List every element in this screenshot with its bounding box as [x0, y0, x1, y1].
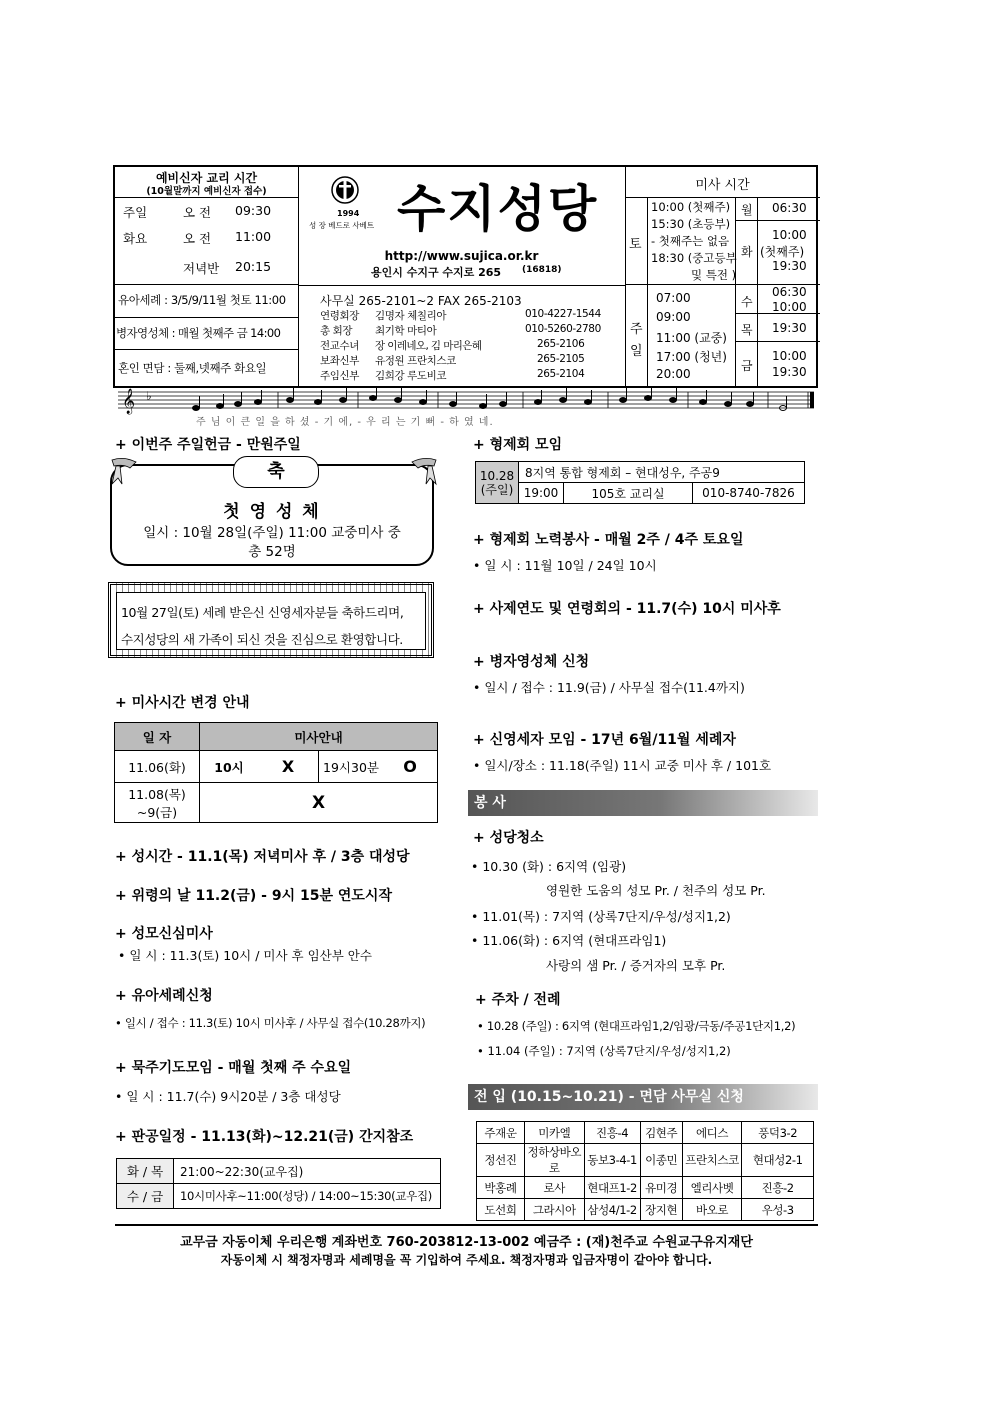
transfer-name: 김현주	[640, 1122, 682, 1144]
weekday-time: 19:30	[772, 365, 807, 379]
divider	[115, 349, 298, 350]
cleaning-heading: + 성당청소	[473, 830, 544, 846]
transfer-name: 박홍례	[477, 1177, 525, 1199]
catechism-ampm: 저녁반	[183, 261, 220, 276]
transfer-district: 현대성2-1	[742, 1144, 814, 1177]
svg-text:𝄞: 𝄞	[122, 389, 136, 414]
brothers-phone: 010-8740-7826	[693, 483, 805, 504]
catechism-ampm: 오 전	[183, 205, 212, 220]
catechism-title: 예비신자 교리 시간	[155, 171, 258, 185]
infant-app-detail: • 일시 / 접수 : 11.3(토) 10시 미사후 / 사무실 접수(10.28까지)	[115, 1016, 426, 1030]
offering-heading: + 이번주 주일헌금 - 만원주일	[115, 437, 301, 453]
footer-rule	[115, 1224, 818, 1226]
mass-sun-line: 07:00	[656, 291, 691, 305]
change-time: 19시30분	[319, 751, 384, 783]
sick-communion-info: 병자영성체 : 매월 첫째주 금 14:00	[116, 326, 281, 340]
infant-baptism-info: 유아세례 : 3/5/9/11월 첫토 11:00	[118, 293, 286, 307]
penance-detail: 21:00~22:30(교우집)	[174, 1159, 441, 1184]
brothers-date	[476, 462, 519, 504]
change-date	[115, 783, 200, 823]
divider	[757, 197, 758, 388]
brothers-event: 8지역 통합 형제회 – 현대성우, 주공9	[519, 462, 805, 483]
divider	[115, 197, 298, 198]
transfer-district: 진흥-2	[742, 1177, 814, 1199]
divider	[647, 197, 648, 388]
rosary-detail: • 일 시 : 11.7(수) 9시20분 / 3층 대성당	[115, 1089, 341, 1104]
penance-day: 수 / 금	[117, 1184, 174, 1209]
divider	[735, 220, 820, 221]
sick-app-detail: • 일시 / 접수 : 11.9(금) / 사무실 접수(11.4까지)	[473, 680, 745, 695]
divider	[735, 197, 736, 388]
ribbon-left-icon	[110, 456, 138, 486]
marriage-info: 혼인 면담 : 둘째,넷째주 화요일	[118, 361, 267, 375]
mass-change-heading: + 미사시간 변경 안내	[115, 695, 250, 711]
transfer-row	[477, 1199, 814, 1221]
brothers-date-line: 10.28	[479, 468, 515, 483]
contact-role: 총 회장	[320, 325, 353, 337]
footer-note: 자동이체 시 책정자명과 세례명을 꼭 기입하여 주세요. 책정자명과 입금자명이 같아야 합니다.	[220, 1253, 713, 1267]
mass-sat-label: 토	[629, 237, 642, 252]
infant-app-heading: + 유아세례신청	[115, 988, 213, 1004]
weekday-label: 수	[741, 295, 753, 309]
weekday-label: 금	[741, 359, 753, 373]
divider	[625, 167, 626, 386]
church-url[interactable]: http://www.sujica.or.kr	[384, 249, 539, 263]
brothers-heading: + 형제회 모임	[473, 437, 563, 453]
mary-mass-detail: • 일 시 : 11.3(토) 10시 / 미사 후 임산부 안수	[118, 948, 372, 963]
transfer-district: 삼성4/1-2	[584, 1199, 640, 1221]
transfer-row	[477, 1144, 814, 1177]
office-phone: 사무실 265-2101~2 FAX 265-2103	[320, 294, 522, 308]
mass-sun-line: 20:00	[656, 367, 691, 381]
sick-app-heading: + 병자영성체 신청	[473, 654, 590, 670]
congrats-badge	[233, 456, 319, 488]
mass-title: 미사 시간	[695, 178, 750, 193]
logo-year: 1994	[337, 209, 360, 218]
parking-line: • 11.04 (주일) : 7지역 (상록7단지/우성/성지1,2)	[477, 1044, 731, 1058]
contact-phone: 010-4227-1544	[525, 308, 601, 320]
transfer-baptismal-name: 로사	[524, 1177, 584, 1199]
contact-role: 전교수녀	[320, 340, 359, 352]
weekday-time: 19:30	[772, 321, 807, 335]
divider	[115, 284, 298, 285]
rosary-heading: + 묵주기도모임 - 매월 첫째 주 수요일	[115, 1060, 352, 1076]
priest-year-heading: + 사제연도 및 연령회의 - 11.7(수) 10시 미사후	[473, 601, 781, 617]
change-date: 11.06(화)	[115, 751, 200, 783]
weekday-time: 10:00	[772, 349, 807, 363]
transfer-district: 동보3-4-1	[584, 1144, 640, 1177]
mass-sun-line: 17:00 (청년)	[656, 350, 727, 364]
service-band: 봉 사	[468, 790, 818, 816]
cleaning-line: • 10.30 (화) : 6지역 (임광)	[471, 859, 627, 874]
hymn-lyrics: 주 님 이 큰 일 을 하 셨 - 기 에, - 우 리 는 기 뻐 - 하 였 네.	[196, 417, 494, 428]
brothers-date-line: (주일)	[480, 482, 514, 497]
weekday-time: 10:00	[772, 300, 807, 314]
contact-name: 유정원 프란치스코	[375, 355, 456, 367]
weekday-time: 06:30	[772, 201, 807, 215]
transfer-table	[476, 1121, 814, 1221]
transfer-district: 진흥-4	[584, 1122, 640, 1144]
penance-table	[116, 1158, 441, 1209]
weekday-time: 10:00	[772, 228, 807, 242]
parking-line: • 10.28 (주일) : 6지역 (현대프라임1,2/임광/극동/주공1단지1,2)	[477, 1019, 796, 1033]
catechism-day: 화요	[123, 231, 148, 246]
change-date-line: ~9(금)	[136, 804, 178, 820]
catechism-subtitle: (10월말까지 예비신자 접수)	[146, 186, 267, 197]
mass-sat-line: 및 특전 )	[691, 268, 737, 282]
cleaning-line: • 11.01(목) : 7지역 (상록7단지/우성/성지1,2)	[471, 909, 731, 924]
divider	[625, 197, 820, 198]
catechism-time: 20:15	[235, 259, 272, 274]
mass-sun-line: 11:00 (교중)	[656, 331, 727, 345]
congrats-glyph: 축	[267, 461, 285, 482]
cleaning-line: 사랑의 샘 Pr. / 증거자의 모후 Pr.	[546, 958, 726, 973]
weekday-time: 19:30	[772, 259, 807, 273]
change-time: 10시	[200, 751, 259, 783]
transfer-district: 현대프1-2	[584, 1177, 640, 1199]
transfer-baptismal-name: 에디스	[682, 1122, 742, 1144]
church-zip: (16818)	[522, 265, 562, 275]
church-logo-icon	[330, 175, 360, 209]
col-date-header: 일 자	[115, 723, 200, 751]
weekday-label: 화	[741, 245, 753, 259]
transfer-name: 유미경	[640, 1177, 682, 1199]
contact-name: 김희강 루도비코	[375, 370, 447, 382]
contact-phone: 265-2104	[537, 368, 585, 380]
volunteer-detail: • 일 시 : 11월 10일 / 24일 10시	[473, 558, 657, 573]
transfer-row	[477, 1122, 814, 1144]
col-info-header: 미사안내	[200, 723, 438, 751]
mass-sat-line: 10:00 (첫째주)	[651, 200, 731, 214]
cleaning-line: • 11.06(화) : 6지역 (현대프라임1)	[471, 933, 667, 948]
weekday-label: 월	[741, 203, 753, 217]
neophyte-heading: + 신영세자 모임 - 17년 6월/11월 세례자	[473, 732, 736, 748]
mass-sat-line: 18:30 (중고등부	[651, 251, 737, 265]
transfer-baptismal-name: 미카엘	[524, 1122, 584, 1144]
brothers-place: 105호 교리실	[564, 483, 693, 504]
brothers-table	[475, 461, 805, 504]
welcome-line: 수지성당의 새 가족이 되신 것을 진심으로 환영합니다.	[121, 632, 403, 647]
weekday-label: 목	[741, 323, 753, 337]
transfer-baptismal-name: 바오로	[682, 1199, 742, 1221]
weekday-time: (첫째주)	[760, 245, 805, 259]
volunteer-heading: + 형제회 노력봉사 - 매월 2주 / 4주 토요일	[473, 532, 744, 548]
transfer-baptismal-name: 정하상바오로	[524, 1144, 584, 1177]
transfer-band: 전 입 (10.15~10.21) - 면담 사무실 신청	[468, 1084, 818, 1110]
mass-sat-line: - 첫째주는 없음	[651, 234, 730, 248]
logo-caption: 성 장 베드로 사베트	[309, 221, 375, 230]
penance-day: 화 / 목	[117, 1159, 174, 1184]
first-communion-title: 첫 영 성 체	[223, 502, 321, 522]
contact-name: 김명자 체칠리아	[375, 310, 447, 322]
ribbon-right-icon	[410, 456, 438, 486]
contact-name: 장 이레네오, 김 마리은혜	[375, 340, 482, 352]
church-address: 용인시 수지구 수지로 265	[371, 266, 502, 279]
transfer-name: 정선진	[477, 1144, 525, 1177]
contact-phone: 265-2106	[537, 338, 585, 350]
change-mark: X	[258, 751, 319, 783]
contact-phone: 265-2105	[537, 353, 585, 365]
parking-heading: + 주차 / 전례	[475, 992, 561, 1008]
footer-account: 교무금 자동이체 우리은행 계좌번호 760-203812-13-002 예금주 : (재)천주교 수원교구유지재단	[180, 1235, 753, 1250]
transfer-baptismal-name: 엘리사벳	[682, 1177, 742, 1199]
cleaning-line: 영원한 도움의 성모 Pr. / 천주의 성모 Pr.	[546, 883, 766, 898]
change-mark: O	[383, 751, 438, 783]
contact-role: 주임신부	[320, 370, 359, 382]
catechism-day: 주일	[123, 205, 148, 220]
transfer-district: 풍덕3-2	[742, 1122, 814, 1144]
holy-hour-heading: + 성시간 - 11.1(목) 저녁미사 후 / 3층 대성당	[115, 849, 410, 865]
header-box	[113, 165, 818, 388]
welcome-line: 10월 27일(토) 세례 받은신 신영세자분들 축하드리며,	[121, 605, 404, 620]
weekday-time: 06:30	[772, 285, 807, 299]
transfer-name: 장지현	[640, 1199, 682, 1221]
first-communion-datetime: 일시 : 10월 28일(주일) 11:00 교중미사 중	[143, 525, 401, 541]
transfer-name: 주재운	[477, 1122, 525, 1144]
transfer-baptismal-name: 그라시아	[524, 1199, 584, 1221]
change-date-line: 11.08(목)	[128, 786, 186, 802]
contact-name: 최기학 마티아	[375, 325, 437, 337]
hymn-staff	[118, 386, 818, 426]
change-mark: X	[200, 783, 438, 823]
penance-heading: + 판공일정 - 11.13(화)~12.21(금) 간지참조	[115, 1129, 414, 1145]
mass-sat-line: 15:30 (초등부)	[651, 217, 731, 231]
neophyte-detail: • 일시/장소 : 11.18(주일) 11시 교중 미사 후 / 101호	[473, 758, 772, 773]
brothers-time: 19:00	[519, 483, 564, 504]
transfer-row	[477, 1177, 814, 1199]
divider	[298, 285, 625, 286]
mass-sun-label: 주 일	[630, 322, 643, 359]
contact-role: 보좌신부	[320, 355, 359, 367]
transfer-name: 도선희	[477, 1199, 525, 1221]
contact-role: 연령회장	[320, 310, 359, 322]
divider	[735, 341, 820, 342]
transfer-name: 이종민	[640, 1144, 682, 1177]
all-souls-heading: + 위령의 날 11.2(금) - 9시 15분 연도시작	[115, 888, 392, 904]
church-name: 수지성당	[397, 180, 599, 238]
catechism-time: 11:00	[235, 229, 272, 244]
mary-mass-heading: + 성모신심미사	[115, 926, 213, 942]
svg-text:♭: ♭	[146, 389, 152, 403]
mass-change-table	[114, 722, 438, 823]
catechism-time: 09:30	[235, 203, 272, 218]
transfer-baptismal-name: 프란치스코	[682, 1144, 742, 1177]
divider	[115, 317, 298, 318]
transfer-district: 우성-3	[742, 1199, 814, 1221]
divider	[298, 167, 299, 386]
penance-detail: 10시미사후~11:00(성당) / 14:00~15:30(교우집)	[174, 1184, 441, 1209]
first-communion-count: 총 52명	[248, 544, 296, 560]
mass-sun-line: 09:00	[656, 310, 691, 324]
catechism-ampm: 오 전	[183, 231, 212, 246]
contact-phone: 010-5260-2780	[525, 323, 601, 335]
